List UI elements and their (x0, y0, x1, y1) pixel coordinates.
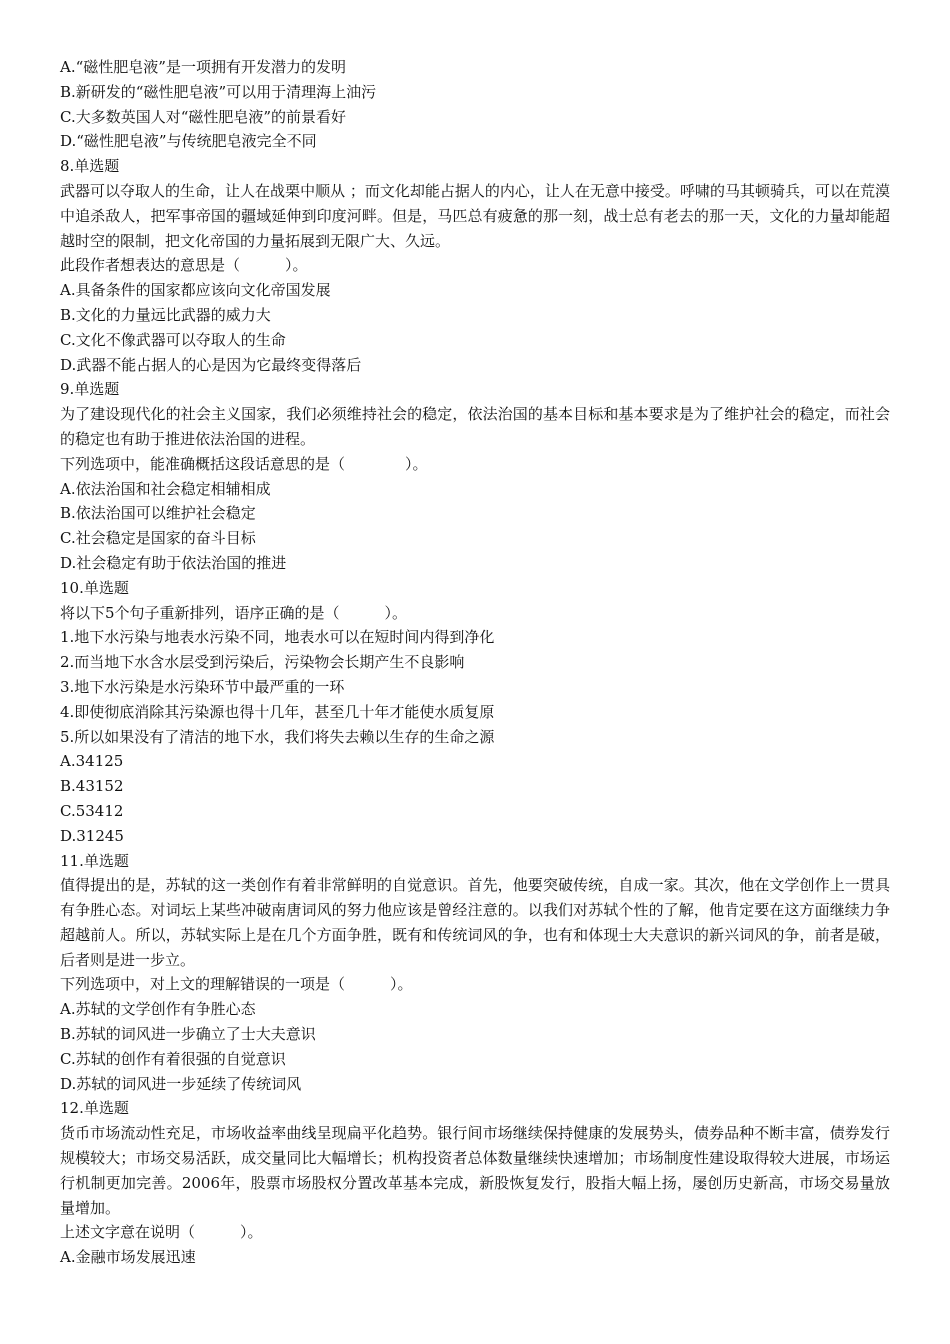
question-prompt: 上述文字意在说明（ ）。 (60, 1223, 263, 1242)
option-b: B.43152 (60, 777, 124, 796)
question-8 (60, 154, 890, 377)
question-header: 10.单选题 (60, 578, 129, 597)
option-b: B.文化的力量远比武器的威力大 (60, 305, 271, 324)
question-prompt: 下列选项中，对上文的理解错误的一项是（ ）。 (60, 975, 413, 994)
option-a: A.“磁性肥皂液”是一项拥有开发潜力的发明 (60, 58, 346, 76)
question-passage: 值得提出的是，苏轼的这一类创作有着非常鲜明的自觉意识。首先，他要突破传统，自成一家。其次，他在文学创作上一贯具有争胜心态。对词坛上某些冲破南唐词风的努力他应该是曾经注意的。以我们对苏轼个性的了解，他肯定要在这方面继续力争超越前人。所以，苏轼实际上是在几个方面争胜，既有和传统词风的争，也有和体现士大夫意识的新兴词风的争，前者是破，后者则是进一步立。 (60, 876, 890, 969)
option-c: C.社会稳定是国家的奋斗目标 (60, 529, 256, 548)
question-header: 12.单选题 (60, 1099, 129, 1118)
option-c: C.53412 (60, 801, 124, 820)
document-page (60, 55, 890, 1270)
option-a: A.具备条件的国家都应该向文化帝国发展 (60, 281, 331, 300)
question-11 (60, 849, 890, 1097)
question-prompt: 下列选项中，能准确概括这段话意思的是（ ）。 (60, 454, 428, 473)
question-7-options (60, 55, 890, 154)
question-passage: 货币市场流动性充足，市场收益率曲线呈现扁平化趋势。银行间市场继续保持健康的发展势头，债券品种不断丰富，债券发行规模较大；市场交易活跃，成交量同比大幅增长；机构投资者总体数量继续快速增加；市场制度性建设取得较大进展，市场运行机制更加完善。2006年，股票市场股权分置改革基本完成，新股恢复发行，股指大幅上扬，屡创历史新高，市场交易量放量增加。 (60, 1124, 890, 1217)
question-12 (60, 1096, 890, 1270)
question-header: 8.单选题 (60, 157, 120, 176)
option-b: B.依法治国可以维护社会稳定 (60, 504, 256, 523)
option-c: C.大多数英国人对“磁性肥皂液”的前景看好 (60, 107, 347, 126)
sentence-1: 1.地下水污染与地表水污染不同，地表水可以在短时间内得到净化 (60, 628, 495, 647)
question-header: 9.单选题 (60, 380, 120, 399)
question-passage: 为了建设现代化的社会主义国家，我们必须维持社会的稳定，依法治国的基本目标和基本要求是为了维护社会的稳定，而社会的稳定也有助于推进依法治国的进程。 (60, 405, 890, 448)
option-a: A.苏轼的文学创作有争胜心态 (60, 1000, 256, 1019)
option-a: A.34125 (60, 752, 124, 771)
question-prompt: 将以下5个句子重新排列，语序正确的是（ ）。 (60, 603, 408, 622)
question-header: 11.单选题 (60, 851, 129, 870)
question-passage: 武器可以夺取人的生命，让人在战栗中顺从 ；而文化却能占据人的内心，让人在无意中接受。呼啸的马其顿骑兵，可以在荒漠中追杀敌人，把军事帝国的疆域延伸到印度河畔。但是，马匹总有疲惫的那一刻，战士总有老去的那一天，文化的力量却能超越时空的限制，把文化帝国的力量拓展到无限广大、久远。 (60, 181, 890, 250)
sentence-4: 4.即使彻底消除其污染源也得十几年，甚至几十年才能使水质复原 (60, 702, 495, 721)
sentence-2: 2.而当地下水含水层受到污染后，污染物会长期产生不良影响 (60, 653, 465, 672)
option-d: D.“磁性肥皂液”与传统肥皂液完全不同 (60, 132, 317, 151)
option-a: A.金融市场发展迅速 (60, 1248, 196, 1267)
question-9 (60, 377, 890, 575)
option-a: A.依法治国和社会稳定相辅相成 (60, 479, 271, 498)
sentence-5: 5.所以如果没有了清洁的地下水，我们将失去赖以生存的生命之源 (60, 727, 495, 746)
option-d: D.武器不能占据人的心是因为它最终变得落后 (60, 355, 362, 374)
question-prompt: 此段作者想表达的意思是（ ）。 (60, 256, 308, 275)
option-d: D.社会稳定有助于依法治国的推进 (60, 553, 287, 572)
question-10 (60, 576, 890, 849)
option-b: B.苏轼的词风进一步确立了士大夫意识 (60, 1025, 316, 1044)
option-d: D.31245 (60, 826, 124, 845)
sentence-3: 3.地下水污染是水污染环节中最严重的一环 (60, 677, 345, 696)
option-d: D.苏轼的词风进一步延续了传统词风 (60, 1074, 302, 1093)
option-b: B.新研发的“磁性肥皂液”可以用于清理海上油污 (60, 82, 377, 101)
option-c: C.文化不像武器可以夺取人的生命 (60, 330, 286, 349)
option-c: C.苏轼的创作有着很强的自觉意识 (60, 1049, 286, 1068)
